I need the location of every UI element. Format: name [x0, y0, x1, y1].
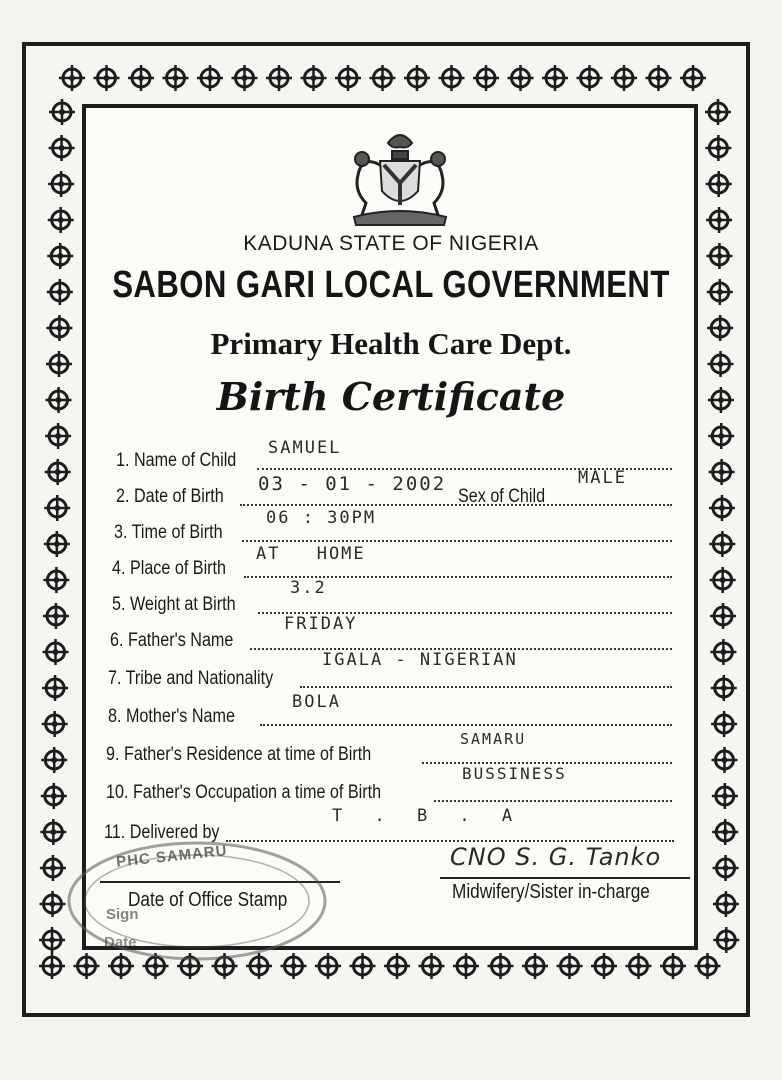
field-weight-at-birth: [112, 588, 672, 618]
crosshair-ornament-icon: [611, 65, 637, 91]
crosshair-ornament-icon: [660, 953, 686, 979]
crosshair-ornament-icon: [128, 65, 154, 91]
crosshair-ornament-icon: [488, 953, 514, 979]
field-value-delivered-by: T . B . A: [332, 806, 515, 826]
stamp-left-text: Sign: [106, 906, 139, 923]
dotted-line: [240, 504, 672, 506]
crosshair-ornament-icon: [41, 747, 67, 773]
stamp-top-text: PHC SAMARU: [115, 842, 229, 871]
field-fathers-occupation: [106, 776, 672, 806]
crosshair-ornament-icon: [712, 819, 738, 845]
field-value-mothers-name: BOLA: [292, 692, 341, 712]
crosshair-ornament-icon: [43, 603, 69, 629]
crosshair-ornament-icon: [232, 65, 258, 91]
field-label-sex: Sex of Child: [458, 486, 546, 507]
crosshair-ornament-icon: [43, 639, 69, 665]
crosshair-ornament-icon: [710, 567, 736, 593]
local-government-title: SABON GARI LOCAL GOVERNMENT: [112, 264, 670, 306]
field-label: 6. Father's Name: [110, 630, 234, 651]
crosshair-ornament-icon: [301, 65, 327, 91]
field-value-date-of-birth: 03 - 01 - 2002: [258, 473, 447, 495]
crosshair-ornament-icon: [94, 65, 120, 91]
field-place-of-birth: [112, 552, 672, 582]
crosshair-ornament-icon: [713, 855, 739, 881]
crosshair-ornament-icon: [59, 65, 85, 91]
crosshair-ornament-icon: [453, 953, 479, 979]
signature-label: Midwifery/Sister in-charge: [452, 881, 650, 903]
field-value-sex-of-child: MALE: [578, 468, 627, 488]
field-value-tribe-and-nationality: IGALA - NIGERIAN: [322, 650, 518, 670]
crosshair-ornament-icon: [163, 65, 189, 91]
crosshair-ornament-icon: [419, 953, 445, 979]
crosshair-ornament-icon: [542, 65, 568, 91]
crosshair-ornament-icon: [709, 459, 735, 485]
crosshair-ornament-icon: [404, 65, 430, 91]
crosshair-ornament-icon: [44, 531, 70, 557]
crosshair-ornament-icon: [646, 65, 672, 91]
crosshair-ornament-icon: [591, 953, 617, 979]
crosshair-ornament-icon: [48, 171, 74, 197]
crosshair-ornament-icon: [370, 65, 396, 91]
field-label: 11. Delivered by: [104, 822, 220, 843]
field-value-time-of-birth: 06 : 30PM: [266, 508, 377, 528]
field-label: 5. Weight at Birth: [112, 594, 236, 615]
field-mothers-name: [108, 700, 672, 730]
crosshair-ornament-icon: [522, 953, 548, 979]
crosshair-ornament-icon: [45, 459, 71, 485]
crosshair-ornament-icon: [680, 65, 706, 91]
state-title: KADUNA STATE OF NIGERIA: [243, 232, 539, 255]
crosshair-ornament-icon: [47, 279, 73, 305]
crosshair-ornament-icon: [711, 711, 737, 737]
crosshair-ornament-icon: [266, 65, 292, 91]
signature-line: [440, 877, 690, 879]
crosshair-ornament-icon: [705, 99, 731, 125]
field-value-fathers-residence: SAMARU: [460, 730, 527, 748]
crosshair-ornament-icon: [710, 639, 736, 665]
crosshair-ornament-icon: [712, 783, 738, 809]
crosshair-ornament-icon: [577, 65, 603, 91]
official-stamp: [62, 836, 332, 966]
department-title: Primary Health Care Dept.: [210, 326, 572, 361]
field-value-place-of-birth: AT HOME: [256, 544, 366, 564]
crosshair-ornament-icon: [557, 953, 583, 979]
field-value-weight-at-birth: 3.2: [290, 578, 327, 598]
field-value-fathers-name: FRIDAY: [284, 614, 358, 634]
field-value-fathers-occupation: BUSSINESS: [462, 764, 567, 783]
field-label: 9. Father's Residence at time of Birth: [106, 744, 372, 765]
crosshair-ornament-icon: [49, 135, 75, 161]
crosshair-ornament-icon: [695, 953, 721, 979]
crosshair-ornament-icon: [335, 65, 361, 91]
crosshair-ornament-icon: [42, 711, 68, 737]
field-label: 4. Place of Birth: [112, 558, 227, 579]
crosshair-ornament-icon: [49, 99, 75, 125]
dotted-line: [434, 800, 672, 802]
field-value-name-of-child: SAMUEL: [268, 438, 342, 458]
crosshair-ornament-icon: [41, 783, 67, 809]
dotted-line: [242, 540, 672, 542]
dotted-line: [300, 686, 672, 688]
crosshair-ornament-icon: [508, 65, 534, 91]
crosshair-ornament-icon: [706, 207, 732, 233]
field-fathers-residence: [106, 738, 672, 768]
crosshair-ornament-icon: [197, 65, 223, 91]
crosshair-ornament-icon: [705, 135, 731, 161]
crosshair-ornament-icon: [713, 891, 739, 917]
field-label: 7. Tribe and Nationality: [108, 668, 274, 689]
field-label: 2. Date of Birth: [116, 486, 224, 507]
crosshair-ornament-icon: [713, 927, 739, 953]
crosshair-ornament-icon: [709, 531, 735, 557]
crosshair-ornament-icon: [45, 423, 71, 449]
signature: CNO S. G. Tanko: [450, 843, 662, 871]
crosshair-ornament-icon: [708, 423, 734, 449]
crosshair-ornament-icon: [44, 495, 70, 521]
crosshair-ornament-icon: [350, 953, 376, 979]
crosshair-ornament-icon: [439, 65, 465, 91]
office-stamp-label: Date of Office Stamp: [128, 889, 288, 911]
field-label: 3. Time of Birth: [114, 522, 223, 543]
field-label: 1. Name of Child: [116, 450, 237, 471]
field-label: 10. Father's Occupation a time of Birth: [106, 782, 382, 803]
crosshair-ornament-icon: [626, 953, 652, 979]
crosshair-ornament-icon: [711, 675, 737, 701]
crosshair-ornament-icon: [710, 603, 736, 629]
field-time-of-birth: [114, 516, 672, 546]
stamp-bottom-text: Date: [104, 934, 137, 951]
crosshair-ornament-icon: [43, 567, 69, 593]
field-label: 8. Mother's Name: [108, 706, 235, 727]
crosshair-ornament-icon: [706, 171, 732, 197]
document-title: Birth Certificate: [216, 374, 566, 419]
crosshair-ornament-icon: [42, 675, 68, 701]
dotted-line: [260, 724, 672, 726]
crosshair-ornament-icon: [709, 495, 735, 521]
crosshair-ornament-icon: [711, 747, 737, 773]
nigeria-coat-of-arms-icon: [340, 125, 460, 227]
crosshair-ornament-icon: [384, 953, 410, 979]
crosshair-ornament-icon: [473, 65, 499, 91]
crosshair-ornament-icon: [48, 207, 74, 233]
